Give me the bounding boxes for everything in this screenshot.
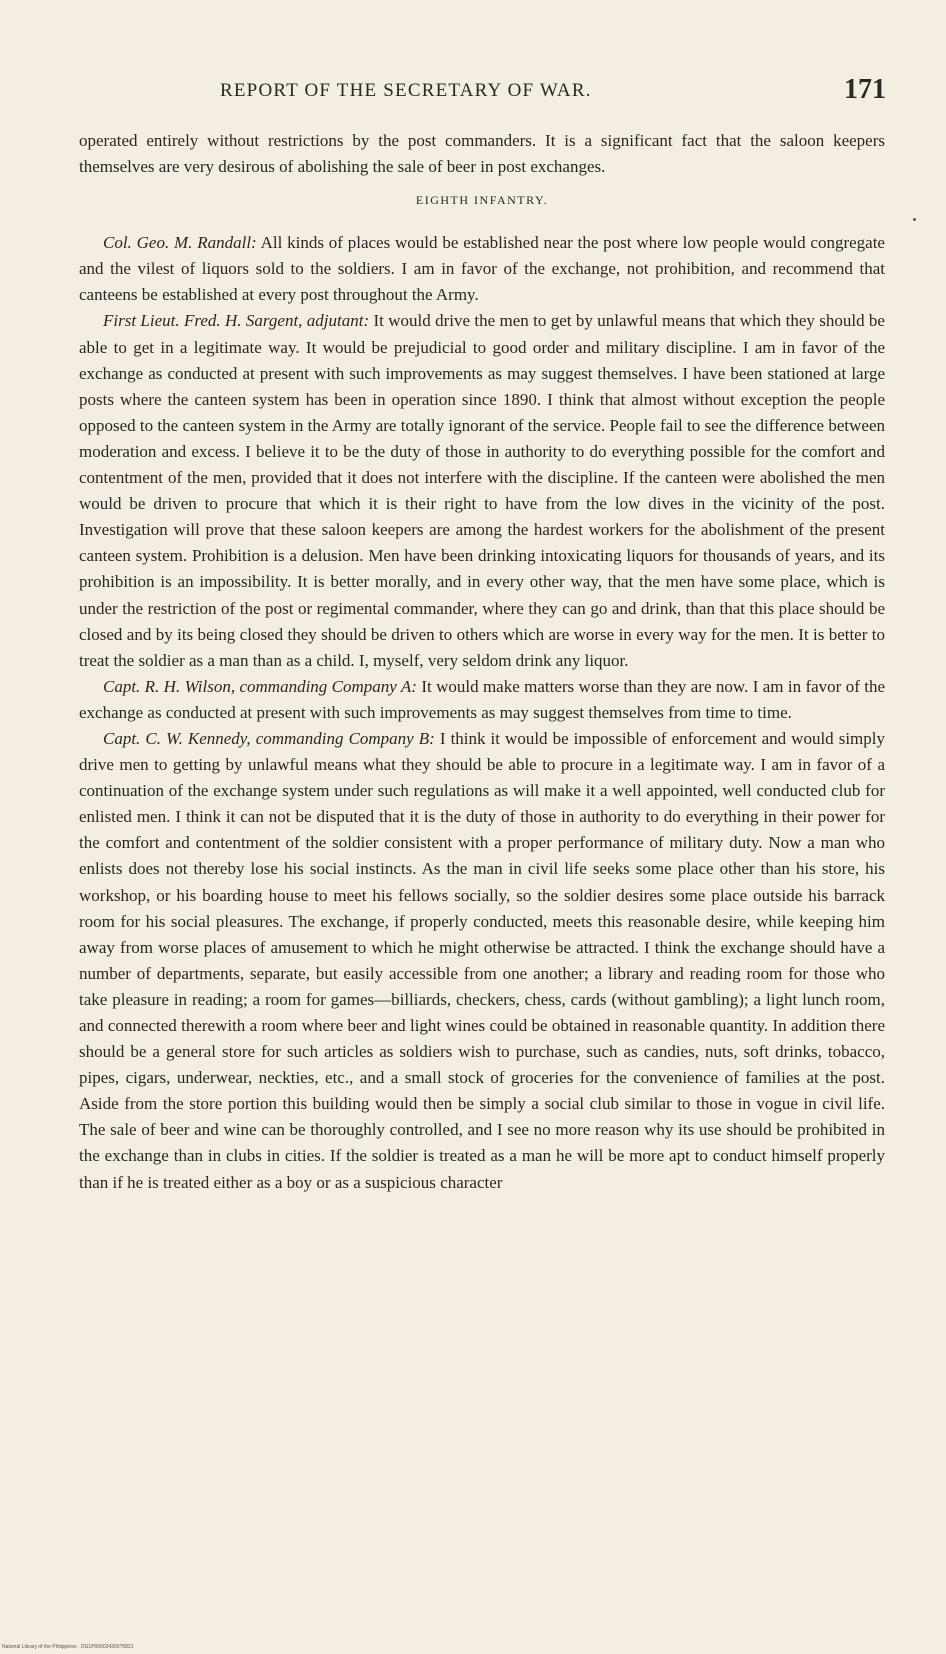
intro-paragraph: operated entirely without restrictions by the post commanders. It is a significant fact that the saloon keepers themselves are very desirous of abolishing the sale of beer in post exchanges. (79, 131, 885, 177)
statement-paragraph (79, 308, 885, 673)
scan-speck (913, 218, 916, 221)
speaker-name: First Lieut. Fred. H. Sargent, adjutant: (103, 311, 370, 331)
statement-text: It would make matters worse than they are now. I am in favor of the exchange as conducted at present with such improvements as may suggest themselves from time to time. (79, 676, 885, 722)
statement-paragraph (79, 674, 885, 726)
page-number: 171 (844, 74, 886, 105)
statement-paragraph (79, 726, 885, 1196)
statement-paragraph (79, 230, 885, 308)
statement-text: It would drive the men to get by unlawful means that which they should be able to get in a legitimate way. It would be prejudicial to good order and military discipline. I am in favor of the exchange as conducted at present with such improvements as may suggest themselves. I have been stationed at large posts where the canteen system has been in operation since 1890. I think that almost without exception the people opposed to the canteen system in the Army are totally ignorant of the service. People fail to see the difference between moderation and excess. I believe it to be the duty of those in authority to do everything possible for the comfort and contentment of the men, provided that it does not interfere with the discipline. If the canteen were abolished the men would be driven to procure that which it is their right to have from the low dives in the vicinity of the post. Investigation will prove that these saloon keepers are among the hardest workers for the abolishment of the present canteen system. Prohibition is a delusion. Men have been drinking intoxicating liquors for thousands of years, and its prohibition is an impossibility. It is better morally, and in every other way, that the men have some place, which is under the restriction of the post or regimental commander, where they can go and drink, than that this place should be closed and by its being closed they should be driven to others which are worse in every way for the men. It is better to treat the soldier as a man than as a child. I, myself, very seldom drink any liquor. (79, 311, 885, 670)
body-text (79, 128, 885, 1196)
scan-footer: National Library of the Philippines · DG1P000034300?5831 (2, 1644, 134, 1650)
statement-text: All kinds of places would be established near the post where low people would congregate and the vilest of liquors sold to the soldiers. I am in favor of the exchange, not prohibition, and recommend that canteens be established at every post throughout the Army. (79, 233, 885, 305)
running-head: REPORT OF THE SECRETARY OF WAR. (220, 80, 592, 101)
speaker-name: Col. Geo. M. Randall: (103, 233, 257, 253)
speaker-name: Capt. C. W. Kennedy, commanding Company B: (103, 728, 435, 748)
page-header (80, 74, 886, 114)
statement-text: I think it would be impossible of enforcement and would simply drive men to getting by unlawful means what they should be able to procure in a legitimate way. I am in favor of a continuation of the exchange system under such regulations as will make it a well appointed, well conducted club for enlisted men. I think it can not be disputed that it is the duty of those in authority to do everything in their power for the comfort and contentment of the soldier consistent with a proper performance of military duty. Now a man who enlists does not thereby lose his social instincts. As the man in civil life seeks some place other than his store, his workshop, or his boarding house to meet his fellows socially, so the soldier desires some place outside his barrack room for his social pleasures. The exchange, if properly conducted, meets this reasonable desire, while keeping him away from worse places of amusement to which he might otherwise be attracted. I think the exchange should have a number of departments, separate, but easily accessible from one another; a library and reading room for those who take pleasure in reading; a room for games—billiards, checkers, chess, cards (without gambling); a light lunch room, and connected therewith a room where beer and light wines could be obtained in reasonable quantity. In addition there should be a general store for such articles as soldiers wish to purchase, such as candies, nuts, soft drinks, tobacco, pipes, cigars, underwear, neckties, etc., and a small stock of groceries for the convenience of families at the post. Aside from the store portion this building would then be simply a social club similar to those in vogue in civil life. The sale of beer and wine can be thoroughly controlled, and I see no more reason why its use should be prohibited in the exchange than in clubs in cities. If the soldier is treated as a man he will be more apt to conduct himself properly than if he is treated either as a boy or as a suspicious character (79, 728, 885, 1192)
speaker-name: Capt. R. H. Wilson, commanding Company A: (103, 676, 417, 696)
section-heading: EIGHTH INFANTRY. (415, 193, 549, 208)
